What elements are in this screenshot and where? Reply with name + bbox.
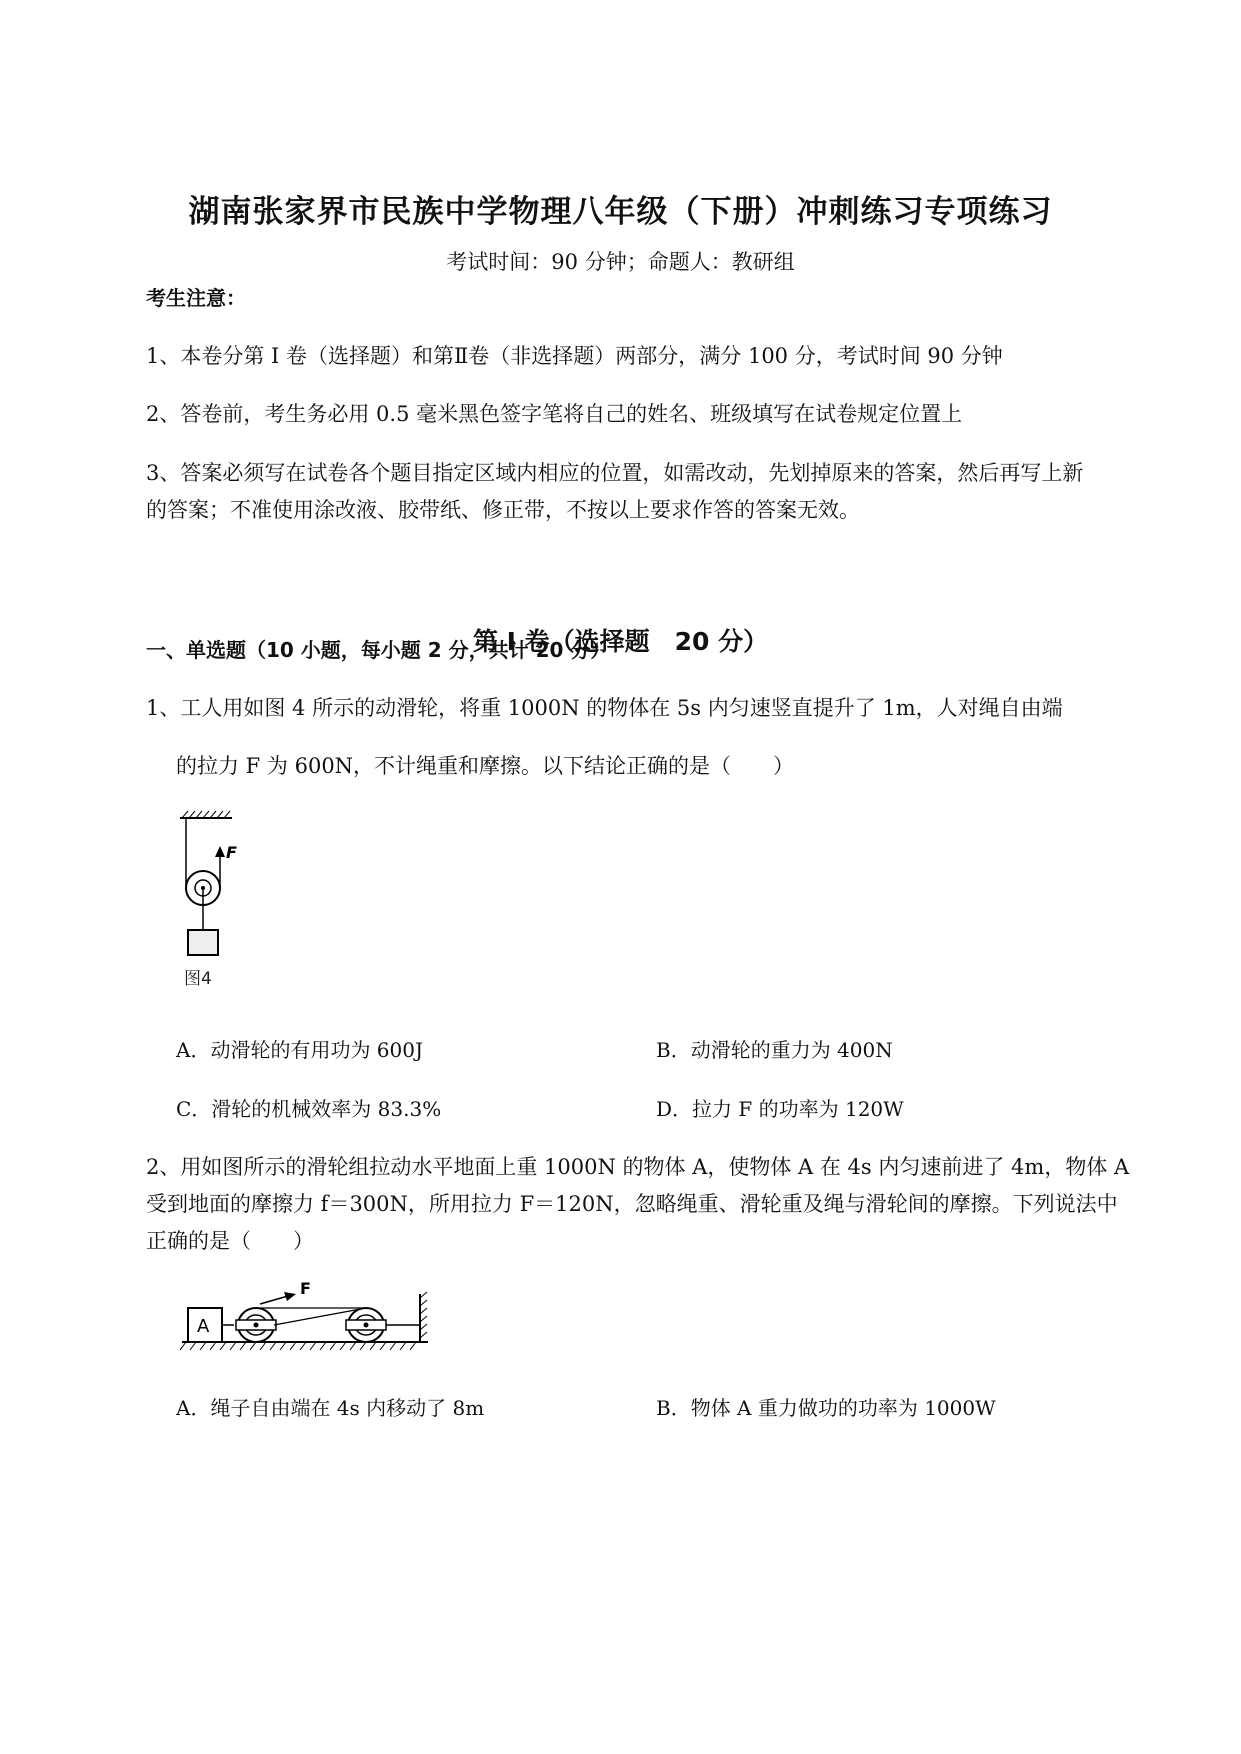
page-title: 湖南张家界市民族中学物理八年级（下册）冲刺练习专项练习 [188, 194, 1053, 230]
part-heading: 一、单选题（10 小题，每小题 2 分，共计 20 分） [146, 638, 611, 662]
notice-item-3: 3、答案必须写在试卷各个题目指定区域内相应的位置，如需改动，先划掉原来的答案，然后再写上新 [146, 461, 1084, 485]
question-1-figure [170, 810, 280, 995]
notice-item-2: 2、答卷前，考生务必用 0.5 毫米黑色签字笔将自己的姓名、班级填写在试卷规定位置上 [146, 402, 963, 426]
question-2-figure [180, 1280, 440, 1360]
question-1-option-b[interactable]: B．动滑轮的重力为 400N [656, 1038, 893, 1062]
exam-info: 考试时间：90 分钟；命题人：教研组 [446, 250, 795, 274]
question-1-option-d[interactable]: D．拉力 F 的功率为 120W [656, 1097, 904, 1121]
question-2-stem-line3: 正确的是（ ） [146, 1229, 314, 1253]
section-title: 第 I 卷（选择题 20 分） [472, 627, 769, 656]
question-1-stem-line2: 的拉力 F 为 600N，不计绳重和摩擦。以下结论正确的是（ ） [176, 754, 795, 778]
question-1-option-c[interactable]: C．滑轮的机械效率为 83.3% [176, 1097, 442, 1121]
figure-4-caption: 图4 [184, 969, 212, 989]
question-2-stem-line2: 受到地面的摩擦力 f＝300N，所用拉力 F＝120N，忽略绳重、滑轮重及绳与滑轮间的摩擦。下列说法中 [146, 1192, 1118, 1216]
question-2-option-b[interactable]: B．物体 A 重力做功的功率为 1000W [656, 1396, 996, 1420]
block-a-label: A [197, 1316, 210, 1337]
question-1-stem-line1: 1、工人用如图 4 所示的动滑轮，将重 1000N 的物体在 5s 内匀速竖直提升了 1m，人对绳自由端 [146, 696, 1063, 720]
notice-item-3-cont: 的答案；不准使用涂改液、胶带纸、修正带，不按以上要求作答的答案无效。 [146, 498, 860, 522]
force-label-f: F [226, 843, 237, 862]
force-label-f2: F [300, 1280, 311, 1298]
question-2-option-a[interactable]: A．绳子自由端在 4s 内移动了 8m [176, 1396, 485, 1420]
notice-item-1: 1、本卷分第 I 卷（选择题）和第Ⅱ卷（非选择题）两部分，满分 100 分，考试时间 90 分钟 [146, 344, 1003, 368]
notice-heading: 考生注意： [146, 286, 246, 310]
question-2-stem-line1: 2、用如图所示的滑轮组拉动水平地面上重 1000N 的物体 A，使物体 A 在 4s 内匀速前进了 4m，物体 A [146, 1155, 1130, 1179]
question-1-option-a[interactable]: A．动滑轮的有用功为 600J [176, 1038, 423, 1062]
